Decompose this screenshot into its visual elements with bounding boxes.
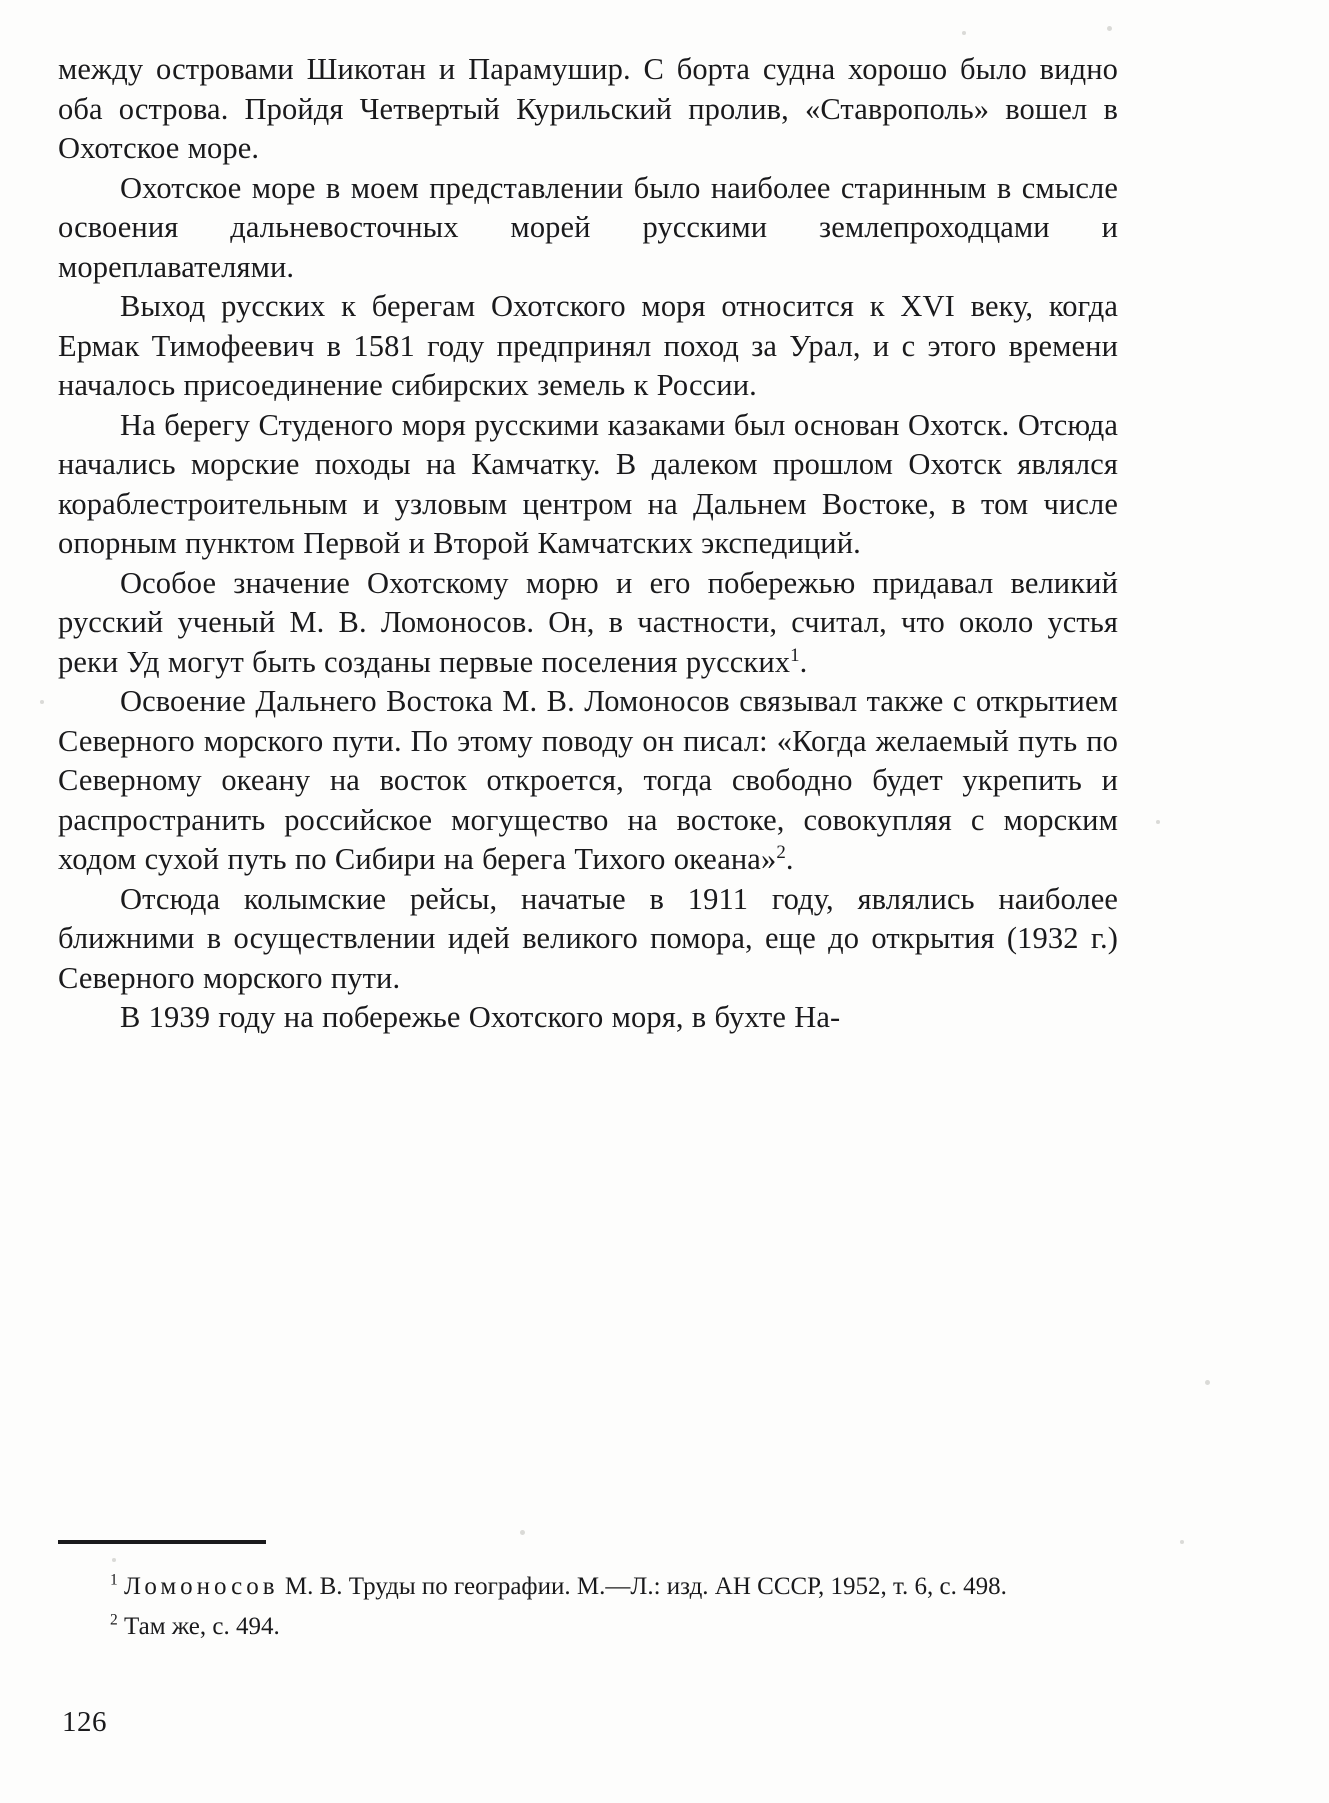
footnote-item [58,1610,1118,1644]
footnote-text: Там же, с. 494. [124,1613,280,1640]
scan-speck [1107,26,1112,31]
paragraph: Охотское море в моем представлении было наиболее старинным в смысле освоения дальневосточных морей русскими землепроходцами и мореплавателями. [58,170,1118,284]
footnote-separator-rule [58,1540,266,1544]
scan-speck [1205,1380,1210,1385]
paragraph-with-footnote-ref: Особое значение Охотскому морю и его побережью придавал великий русский ученый М. В. Ломоносов. Он, в частности, считал, что около устья реки Уд могут быть созданы первые поселения русских$^1$. [58,565,1118,679]
footnote-ref-1: 1 [790,644,800,666]
scan-speck [112,1558,116,1562]
paragraph-with-footnote-ref: Освоение Дальнего Востока М. В. Ломоносов связывал также с открытием Северного морского пути. По этому поводу он писал: «Когда желаемый путь по Северному океану на восток откроется, тогда свободно будет укрепить и распространить российское могущество на востоке, совокупляя с морским ходом сухой путь по Сибири на берега Тихого океана»$^2$. [58,684,1118,876]
paragraph: На берегу Студеного моря русскими казаками был основан Охотск. Отсюда начались морские походы на Камчатку. В далеком прошлом Охотск являлся кораблестроительным и узловым центром на Дальнем Востоке, в том числе опорным пунктом Первой и Второй Камчатских экспедиций. [58,407,1118,560]
footnote-marker-2: 2 [110,1611,118,1629]
footnote-author: Ломоносов [124,1573,279,1600]
scan-speck [40,700,44,704]
footnote-text: М. В. Труды по географии. М.—Л.: изд. АН СССР, 1952, т. 6, с. 498. [278,1573,1007,1600]
scan-speck [1180,1540,1184,1544]
paragraph: Выход русских к берегам Охотского моря относится к XVI веку, когда Ермак Тимофеевич в 1581 году предпринял поход за Урал, и с этого времени началось присоединение сибирских земель к России. [58,289,1118,402]
footnote-block [58,1570,1118,1644]
paragraph: Отсюда колымские рейсы, начатые в 1911 году, являлись наиболее ближними в осуществлении идей великого помора, еще до открытия (1932 г.) Северного морского пути. [58,881,1118,995]
footnote-marker-1: 1 [110,1571,118,1589]
paragraph: В 1939 году на побережье Охотского моря, в бухте На- [120,1000,841,1034]
page-body-text [58,50,1118,1038]
scan-speck [962,31,966,35]
scan-speck [1156,820,1160,824]
paragraph-text: Освоение Дальнего Востока М. В. Ломоносов связывал также с открытием Северного морского пути. По этому поводу он писал: «Когда желаемый путь по Северному океану на восток откроется, тогда свободно будет укрепить и распространить российское могущество на востоке, совокупляя с морским ходом сухой путь по Сибири на берега Тихого океана» [58,684,1118,876]
scan-speck [520,1530,525,1535]
footnote-item [58,1570,1118,1604]
page-number: 126 [62,1706,107,1738]
paragraph-text: Особое значение Охотскому морю и его побережью придавал великий русский ученый М. В. Ломоносов. Он, в частности, считал, что около устья реки Уд могут быть созданы первые поселения русских [58,565,1118,679]
footnote-ref-2: 2 [776,841,786,863]
paragraph: между островами Шикотан и Парамушир. С борта судна хорошо было видно оба острова. Пройдя Четвертый Курильский пролив, «Ставрополь» вошел в Охотское море. [58,52,1118,165]
